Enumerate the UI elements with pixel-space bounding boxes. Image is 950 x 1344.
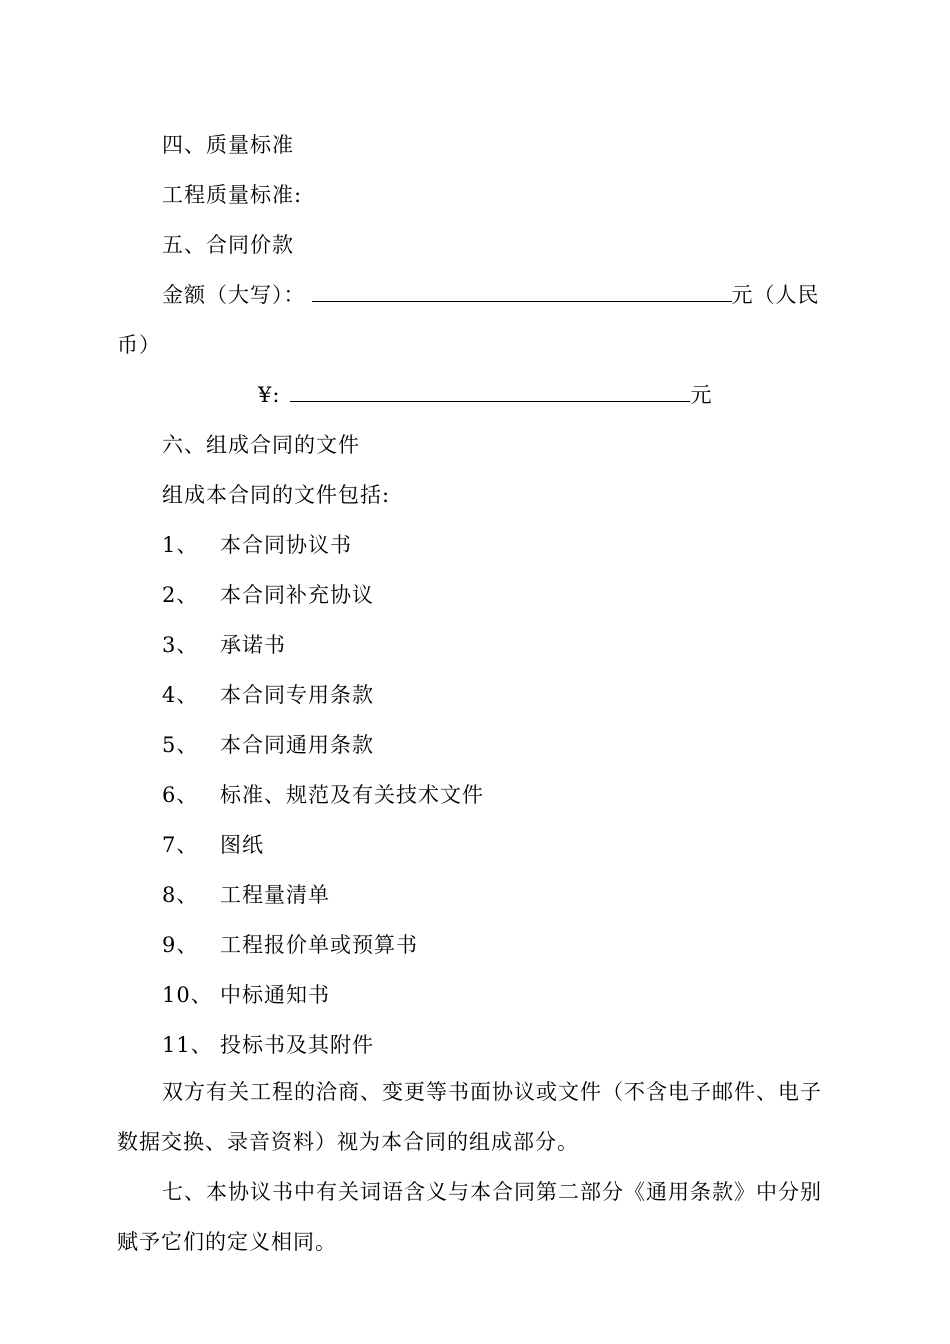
section-5-title: 五、合同价款 xyxy=(162,233,294,257)
section-6-title: 六、组成合同的文件 xyxy=(162,433,360,457)
amount-num-blank[interactable] xyxy=(290,381,690,402)
list-item xyxy=(162,1031,374,1059)
list-item xyxy=(162,831,264,859)
list-item-number: 11、 xyxy=(162,1033,213,1057)
composition-paragraph-line-2: 数据交换、录音资料）视为本合同的组成部分。 xyxy=(117,1130,579,1154)
amount-upper-row xyxy=(162,281,820,309)
amount-upper-suffix: 元（人民 xyxy=(731,283,820,307)
list-item xyxy=(162,681,374,709)
list-item xyxy=(162,531,352,559)
list-item-number: 5、 xyxy=(162,733,199,757)
list-item-number: 8、 xyxy=(162,883,199,907)
list-item xyxy=(162,931,418,959)
section-7-line-2: 赋予它们的定义相同。 xyxy=(117,1230,337,1254)
list-item-text: 承诺书 xyxy=(220,633,286,657)
composition-paragraph-line-1: 双方有关工程的洽商、变更等书面协议或文件（不含电子邮件、电子 xyxy=(162,1080,822,1104)
list-item-text: 投标书及其附件 xyxy=(220,1033,374,1057)
list-item-number: 1、 xyxy=(162,533,199,557)
list-item-number: 9、 xyxy=(162,933,199,957)
list-item-text: 中标通知书 xyxy=(220,983,330,1007)
section-7-line-1: 七、本协议书中有关词语含义与本合同第二部分《通用条款》中分别 xyxy=(162,1180,822,1204)
list-item xyxy=(162,631,286,659)
list-item-text: 本合同协议书 xyxy=(220,533,352,557)
section-4-title: 四、质量标准 xyxy=(162,133,294,157)
amount-num-suffix: 元 xyxy=(690,383,713,407)
list-item xyxy=(162,881,330,909)
list-item-text: 图纸 xyxy=(220,833,264,857)
list-item-text: 工程报价单或预算书 xyxy=(220,933,418,957)
list-item-number: 6、 xyxy=(162,783,199,807)
list-item xyxy=(162,781,484,809)
list-item xyxy=(162,731,374,759)
list-item xyxy=(162,581,374,609)
list-item xyxy=(162,981,330,1009)
list-item-text: 本合同专用条款 xyxy=(220,683,374,707)
list-item-text: 本合同补充协议 xyxy=(220,583,374,607)
list-item-number: 4、 xyxy=(162,683,199,707)
list-item-number: 7、 xyxy=(162,833,199,857)
amount-upper-wrap: 币） xyxy=(117,333,161,357)
section-6-intro: 组成本合同的文件包括: xyxy=(162,483,391,507)
list-item-number: 10、 xyxy=(162,983,213,1007)
amount-upper-blank[interactable] xyxy=(312,281,732,302)
list-item-text: 标准、规范及有关技术文件 xyxy=(220,783,484,807)
amount-num-label: ¥: xyxy=(258,383,281,407)
list-item-number: 3、 xyxy=(162,633,199,657)
amount-num-row xyxy=(258,381,712,409)
amount-upper-label: 金额（大写）： xyxy=(162,283,306,307)
quality-standard-label: 工程质量标准: xyxy=(162,183,303,207)
list-item-text: 本合同通用条款 xyxy=(220,733,374,757)
list-item-number: 2、 xyxy=(162,583,199,607)
list-item-text: 工程量清单 xyxy=(220,883,330,907)
